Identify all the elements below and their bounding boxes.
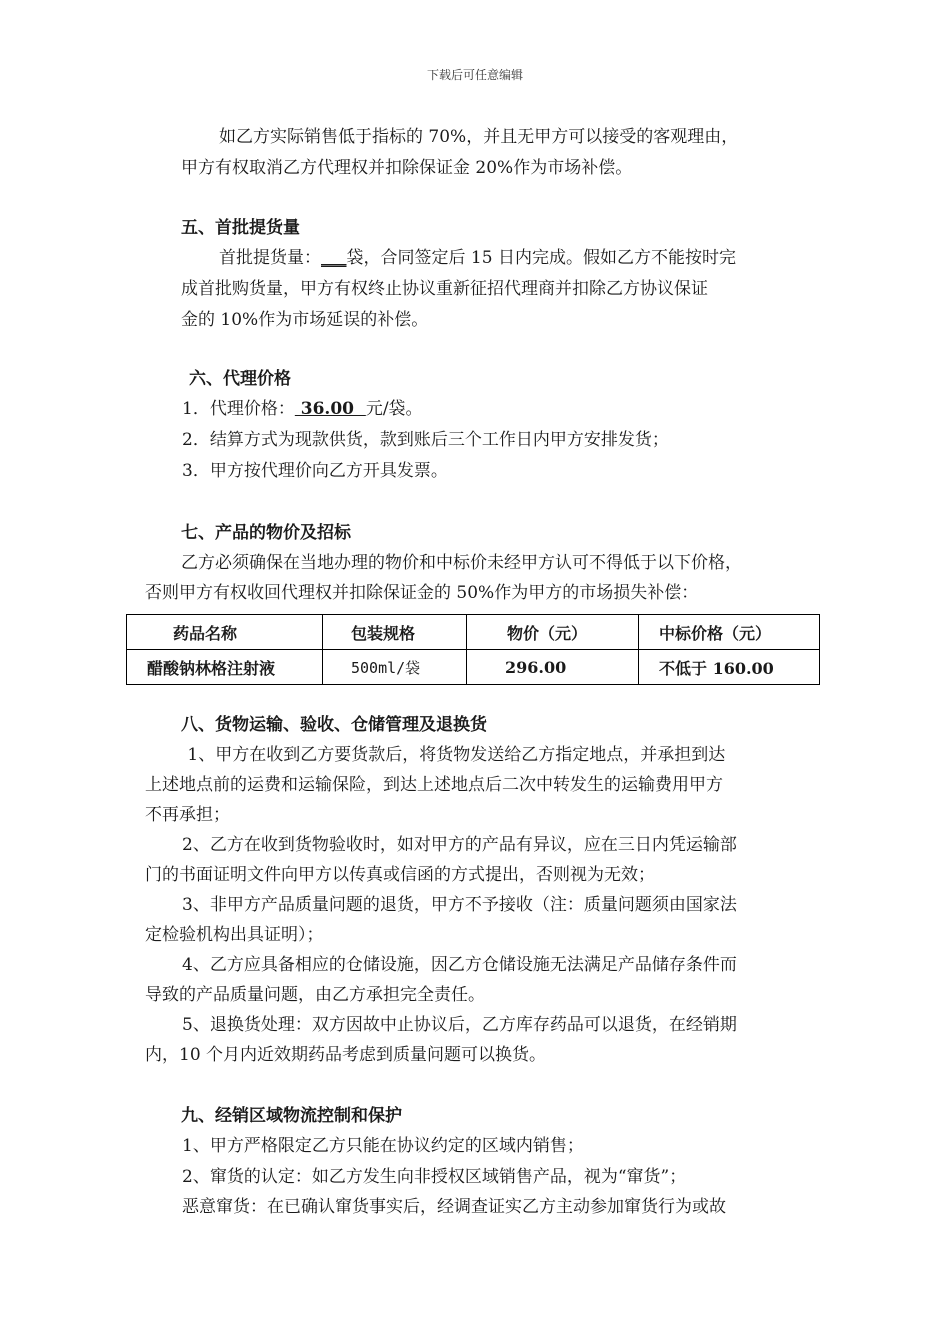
- list-item: 1、甲方严格限定乙方只能在协议约定的区域内销售；: [182, 1136, 584, 1156]
- section-heading: 七、产品的物价及招标: [181, 523, 351, 543]
- blank-field: ___: [321, 248, 347, 268]
- paragraph-line: 导致的产品质量问题，由乙方承担完全责任。: [145, 985, 485, 1005]
- price-value: 36.00: [294, 399, 366, 419]
- table-header-cell: 包装规格: [323, 615, 467, 650]
- table-header-cell: 中标价格（元）: [639, 615, 820, 650]
- table-cell: 500ml/袋: [323, 650, 467, 685]
- table-cell: 不低于 160.00: [639, 650, 820, 685]
- price-table: [126, 614, 820, 685]
- paragraph-line: 金的 10%作为市场延误的补偿。: [181, 310, 429, 330]
- paragraph-line: 甲方有权取消乙方代理权并扣除保证金 20%作为市场补偿。: [181, 158, 633, 178]
- paragraph-line: 否则甲方有权收回代理权并扣除保证金的 50%作为甲方的市场损失补偿：: [145, 583, 699, 603]
- paragraph-text: 袋，合同签定后 15 日内完成。假如乙方不能按时完: [346, 248, 736, 268]
- paragraph-line: 3、非甲方产品质量问题的退货，甲方不予接收（注：质量问题须由国家法: [182, 895, 737, 915]
- table-header-cell: 物价（元）: [467, 615, 639, 650]
- paragraph-line: 成首批购货量，甲方有权终止协议重新征招代理商并扣除乙方协议保证: [181, 279, 708, 299]
- paragraph-line: 恶意窜货：在已确认窜货事实后，经调查证实乙方主动参加窜货行为或故: [182, 1197, 726, 1217]
- paragraph-line: 5、退换货处理：双方因故中止协议后，乙方库存药品可以退货，在经销期: [182, 1015, 737, 1035]
- list-item: [182, 398, 423, 420]
- paragraph-line: 4、乙方应具备相应的仓储设施，因乙方仓储设施无法满足产品储存条件而: [182, 955, 737, 975]
- label-text: 首批提货量：: [219, 248, 321, 268]
- paragraph-line: 2、乙方在收到货物验收时，如对甲方的产品有异议，应在三日内凭运输部: [182, 835, 737, 855]
- section-heading: 八、货物运输、验收、仓储管理及退换货: [181, 715, 487, 735]
- table-cell: 296.00: [467, 650, 639, 685]
- table-row: [127, 650, 820, 685]
- list-item: 2．结算方式为现款供货，款到账后三个工作日内甲方安排发货；: [182, 430, 669, 450]
- paragraph-line: 乙方必须确保在当地办理的物价和中标价未经甲方认可不得低于以下价格，: [181, 553, 742, 573]
- list-item: 3．甲方按代理价向乙方开具发票。: [182, 461, 448, 481]
- unit-text: 元/袋。: [365, 399, 423, 419]
- page-header-note: 下载后可任意编辑: [426, 68, 523, 82]
- table-cell: 醋酸钠林格注射液: [127, 650, 323, 685]
- table-header-row: [127, 615, 820, 650]
- paragraph-line: 不再承担；: [145, 805, 230, 825]
- section-heading: 六、代理价格: [189, 369, 291, 389]
- list-item: 2、窜货的认定：如乙方发生向非授权区域销售产品，视为“窜货”；: [182, 1167, 687, 1187]
- paragraph-line: [219, 247, 736, 269]
- table-header-cell: 药品名称: [127, 615, 323, 650]
- section-heading: 九、经销区域物流控制和保护: [181, 1106, 402, 1126]
- paragraph-line: 定检验机构出具证明）；: [145, 925, 324, 945]
- paragraph-line: 上述地点前的运费和运输保险，到达上述地点后二次中转发生的运输费用甲方: [145, 775, 723, 795]
- paragraph-line: 门的书面证明文件向甲方以传真或信函的方式提出，否则视为无效；: [145, 865, 655, 885]
- paragraph-line: 如乙方实际销售低于指标的 70%，并且无甲方可以接受的客观理由，: [219, 127, 739, 147]
- label-text: 1．代理价格：: [182, 399, 295, 419]
- paragraph-line: 1、甲方在收到乙方要货款后，将货物发送给乙方指定地点，并承担到达: [182, 745, 726, 765]
- paragraph-line: 内，10 个月内近效期药品考虑到质量问题可以换货。: [145, 1045, 547, 1065]
- section-heading: 五、首批提货量: [181, 218, 300, 238]
